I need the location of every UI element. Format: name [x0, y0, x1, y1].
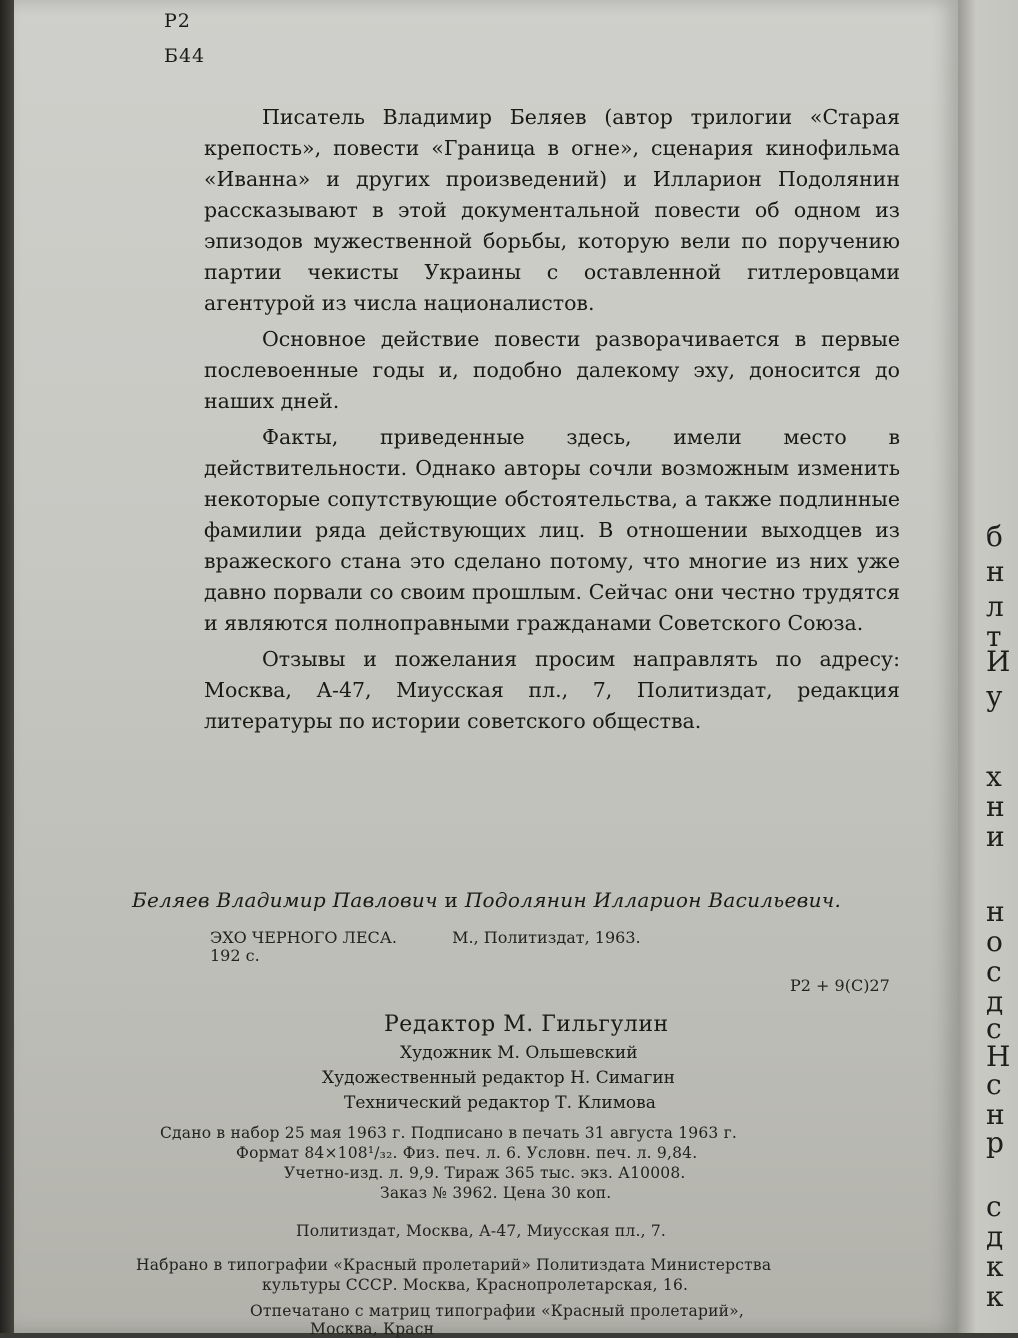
- adjacent-page-letter: к: [986, 1280, 1004, 1313]
- publisher-address: Политиздат, Москва, А-47, Миусская пл., 7.: [296, 1222, 667, 1240]
- bibliographic-authors: [132, 888, 841, 912]
- author-1: Беляев Владимир Павлович: [132, 888, 438, 912]
- adjacent-page-letter: т: [986, 620, 1002, 653]
- adjacent-page-letter: к: [986, 1250, 1004, 1283]
- adjacent-page-letter: д: [986, 1220, 1004, 1253]
- adjacent-page-letter: и: [986, 820, 1005, 853]
- adjacent-page-letter: х: [986, 760, 1002, 793]
- bibliographic-class: Р2 + 9(С)27: [790, 976, 890, 995]
- adjacent-page-letter: Н: [986, 1040, 1011, 1073]
- imprint-line: Сдано в набор 25 мая 1963 г. Подписано в печать 31 августа 1963 г.: [160, 1124, 738, 1142]
- adjacent-page-letter: с: [986, 1190, 1002, 1223]
- book-publisher: М., Политиздат, 1963.: [452, 928, 641, 947]
- imprint-line: Формат 84×108¹/₃₂. Физ. печ. л. 6. Условн. печ. л. 9,84.: [236, 1144, 698, 1162]
- adjacent-page-letter: с: [986, 955, 1002, 988]
- typeset-info: культуры СССР. Москва, Краснопролетарская, 16.: [262, 1276, 689, 1294]
- print-info: Москва, Красн: [310, 1320, 435, 1338]
- imprint-line: Учетно-изд. л. 9,9. Тираж 365 тыс. экз. А10008.: [284, 1164, 686, 1182]
- adjacent-page-letter: с: [986, 1068, 1002, 1101]
- book-title-line: [210, 928, 641, 947]
- page-count: 192 с.: [210, 946, 260, 965]
- adjacent-page-letter: н: [986, 1098, 1005, 1131]
- adjacent-page-letter: н: [986, 895, 1005, 928]
- book-page: [14, 0, 958, 1338]
- abstract-paragraph: Отзывы и пожелания просим направлять по адресу: Москва, А-47, Миусская пл., 7, Политиздат, редакция литературы по истории советского общества.: [204, 647, 900, 733]
- adjacent-page-letter: д: [986, 985, 1004, 1018]
- print-info: Отпечатано с матриц типографии «Красный пролетарий»,: [250, 1302, 744, 1320]
- adjacent-page-edge: [958, 0, 1018, 1333]
- editor-credit: Редактор М. Гильгулин: [384, 1012, 669, 1037]
- adjacent-page-letter: р: [986, 1126, 1004, 1159]
- adjacent-page-letter: о: [986, 925, 1003, 958]
- art-editor-credit: Художественный редактор Н. Симагин: [322, 1068, 675, 1088]
- abstract-paragraph: Факты, приведенные здесь, имели место в действительности. Однако авторы сочли возможным изменить некоторые сопутствующие обстоятельства, а также подлинные фамилии ряда действующих лиц. В отношении выходцев из вражеского стана это сделано потому, что многие из них уже давно порвали со своим прошлым. Сейчас они честно трудятся и являются полноправными гражданами Советского Союза.: [204, 425, 900, 635]
- classification-code: Р2: [164, 10, 191, 32]
- author-2: Подолянин Илларион Васильевич.: [464, 888, 842, 912]
- book-title: ЭХО ЧЕРНОГО ЛЕСА.: [210, 928, 397, 947]
- typeset-info: Набрано в типографии «Красный пролетарий» Политиздата Министерства: [136, 1256, 772, 1274]
- artist-credit: Художник М. Ольшевский: [400, 1043, 638, 1063]
- imprint-line: Заказ № 3962. Цена 30 коп.: [380, 1184, 612, 1202]
- adjacent-page-letter: И: [986, 645, 1011, 678]
- abstract-paragraph: Писатель Владимир Беляев (автор трилогии «Старая крепость», повести «Граница в огне», сценария кинофильма «Иванна» и других произведений) и Илларион Подолянин рассказывают в этой документальной повести об одном из эпизодов мужественной борьбы, которую вели по поручению партии чекисты Украины с оставленной гитлеровцами агентурой из числа националистов.: [204, 105, 900, 315]
- author-mark: Б44: [164, 45, 206, 67]
- adjacent-page-letter: н: [986, 790, 1005, 823]
- abstract: [204, 102, 900, 742]
- adjacent-page-letter: у: [986, 680, 1003, 713]
- author-conjunction: и: [444, 888, 459, 912]
- adjacent-page-letter: н: [986, 555, 1005, 588]
- abstract-paragraph: Основное действие повести разворачивается в первые послевоенные годы и, подобно далекому эху, доносится до наших дней.: [204, 327, 900, 413]
- adjacent-page-letter: б: [986, 520, 1003, 553]
- adjacent-page-letter: л: [986, 590, 1004, 623]
- adjacent-page-letter: с: [986, 1012, 1002, 1045]
- tech-editor-credit: Технический редактор Т. Климова: [344, 1093, 656, 1113]
